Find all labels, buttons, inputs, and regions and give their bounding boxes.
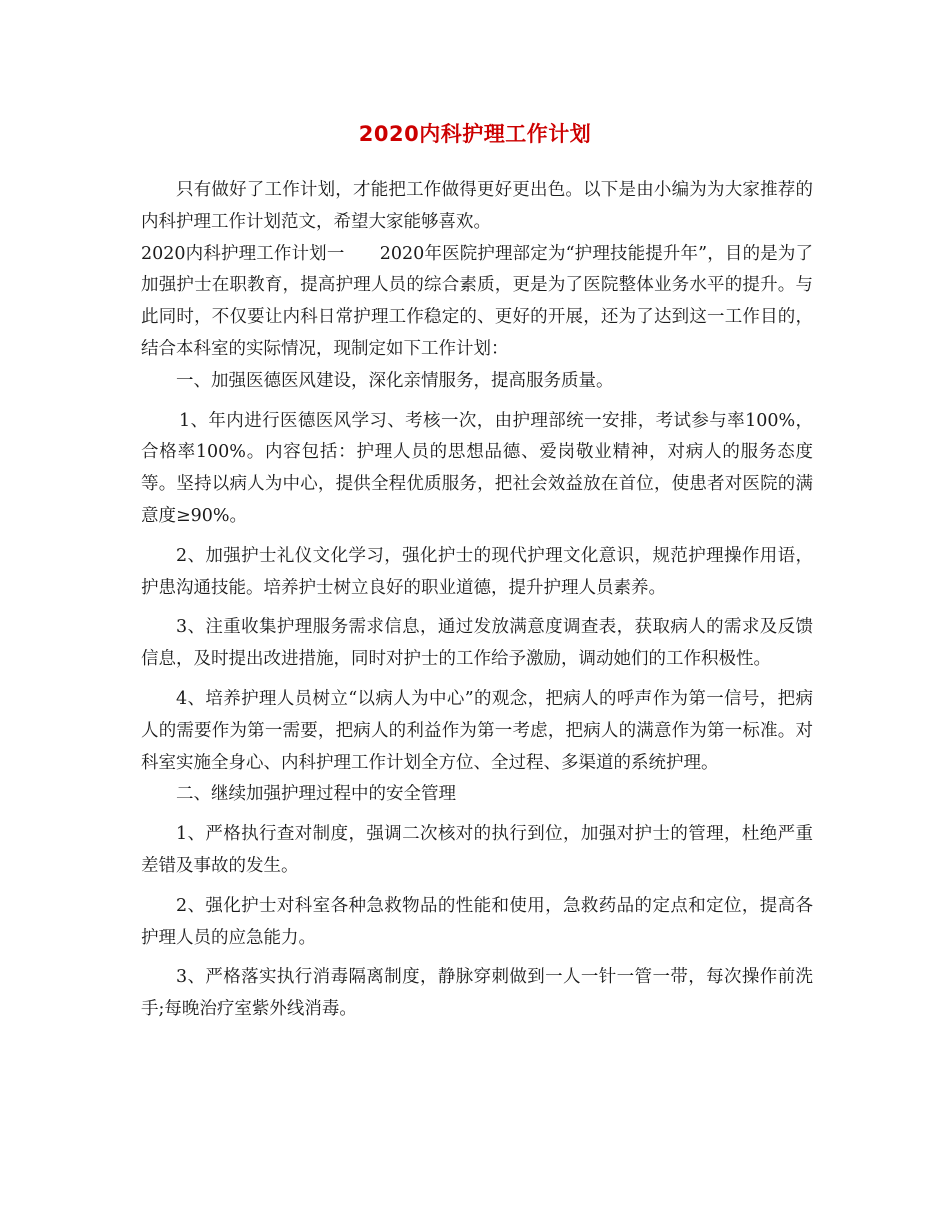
- document-body: [141, 175, 813, 1026]
- list-item-2-1: 1、严格执行查对制度，强调二次核对的执行到位，加强对护士的管理，杜绝严重差错及事故的发生。: [141, 824, 813, 876]
- intro-paragraph: 只有做好了工作计划，才能把工作做得更好更出色。以下是由小编为为大家推荐的内科护理工作计划范文，希望大家能够喜欢。: [141, 180, 813, 232]
- document-title: 2020内科护理工作计划: [358, 122, 592, 146]
- list-item-2-3: 3、严格落实执行消毒隔离制度，静脉穿刺做到一人一针一管一带，每次操作前洗手;每晚治疗室紫外线消毒。: [141, 967, 813, 1020]
- list-item-2-2: 2、强化护士对科室各种急救物品的性能和使用，急救药品的定点和定位，提高各护理人员的应急能力。: [141, 895, 813, 948]
- section-heading-2: 二、继续加强护理过程中的安全管理: [176, 784, 456, 805]
- list-item-1-4: 4、培养护理人员树立“以病人为中心”的观念，把病人的呼声作为第一信号，把病人的需要作为第一需要，把病人的利益作为第一考虑，把病人的满意作为第一标准。对科室实施全身心、内科护理工作计划全方位、全过程、多渠道的系统护理。: [141, 688, 813, 773]
- plan-intro-paragraph: 2020内科护理工作计划一 2020年医院护理部定为“护理技能提升年”，目的是为了加强护士在职教育，提高护理人员的综合素质，更是为了医院整体业务水平的提升。与此同时，不仅要让内科日常护理工作稳定的、更好的开展，还为了达到这一工作目的，结合本科室的实际情况，现制定如下工作计划：: [141, 243, 813, 359]
- list-item-1-2: 2、加强护士礼仪文化学习，强化护士的现代护理文化意识，规范护理操作用语，护患沟通技能。培养护士树立良好的职业道德，提升护理人员素养。: [141, 545, 813, 598]
- section-heading-1: 一、加强医德医风建设，深化亲情服务，提高服务质量。: [176, 370, 614, 391]
- list-item-1-3: 3、注重收集护理服务需求信息，通过发放满意度调查表，获取病人的需求及反馈信息，及时提出改进措施，同时对护士的工作给予激励，调动她们的工作积极性。: [141, 617, 813, 670]
- list-item-1-1: 1、年内进行医德医风学习、考核一次，由护理部统一安排，考试参与率100%，合格率100%。内容包括：护理人员的思想品德、爱岗敬业精神，对病人的服务态度等。坚持以病人为中心，提供全程优质服务，把社会效益放在首位，使患者对医院的满意度≥90%。: [141, 410, 813, 526]
